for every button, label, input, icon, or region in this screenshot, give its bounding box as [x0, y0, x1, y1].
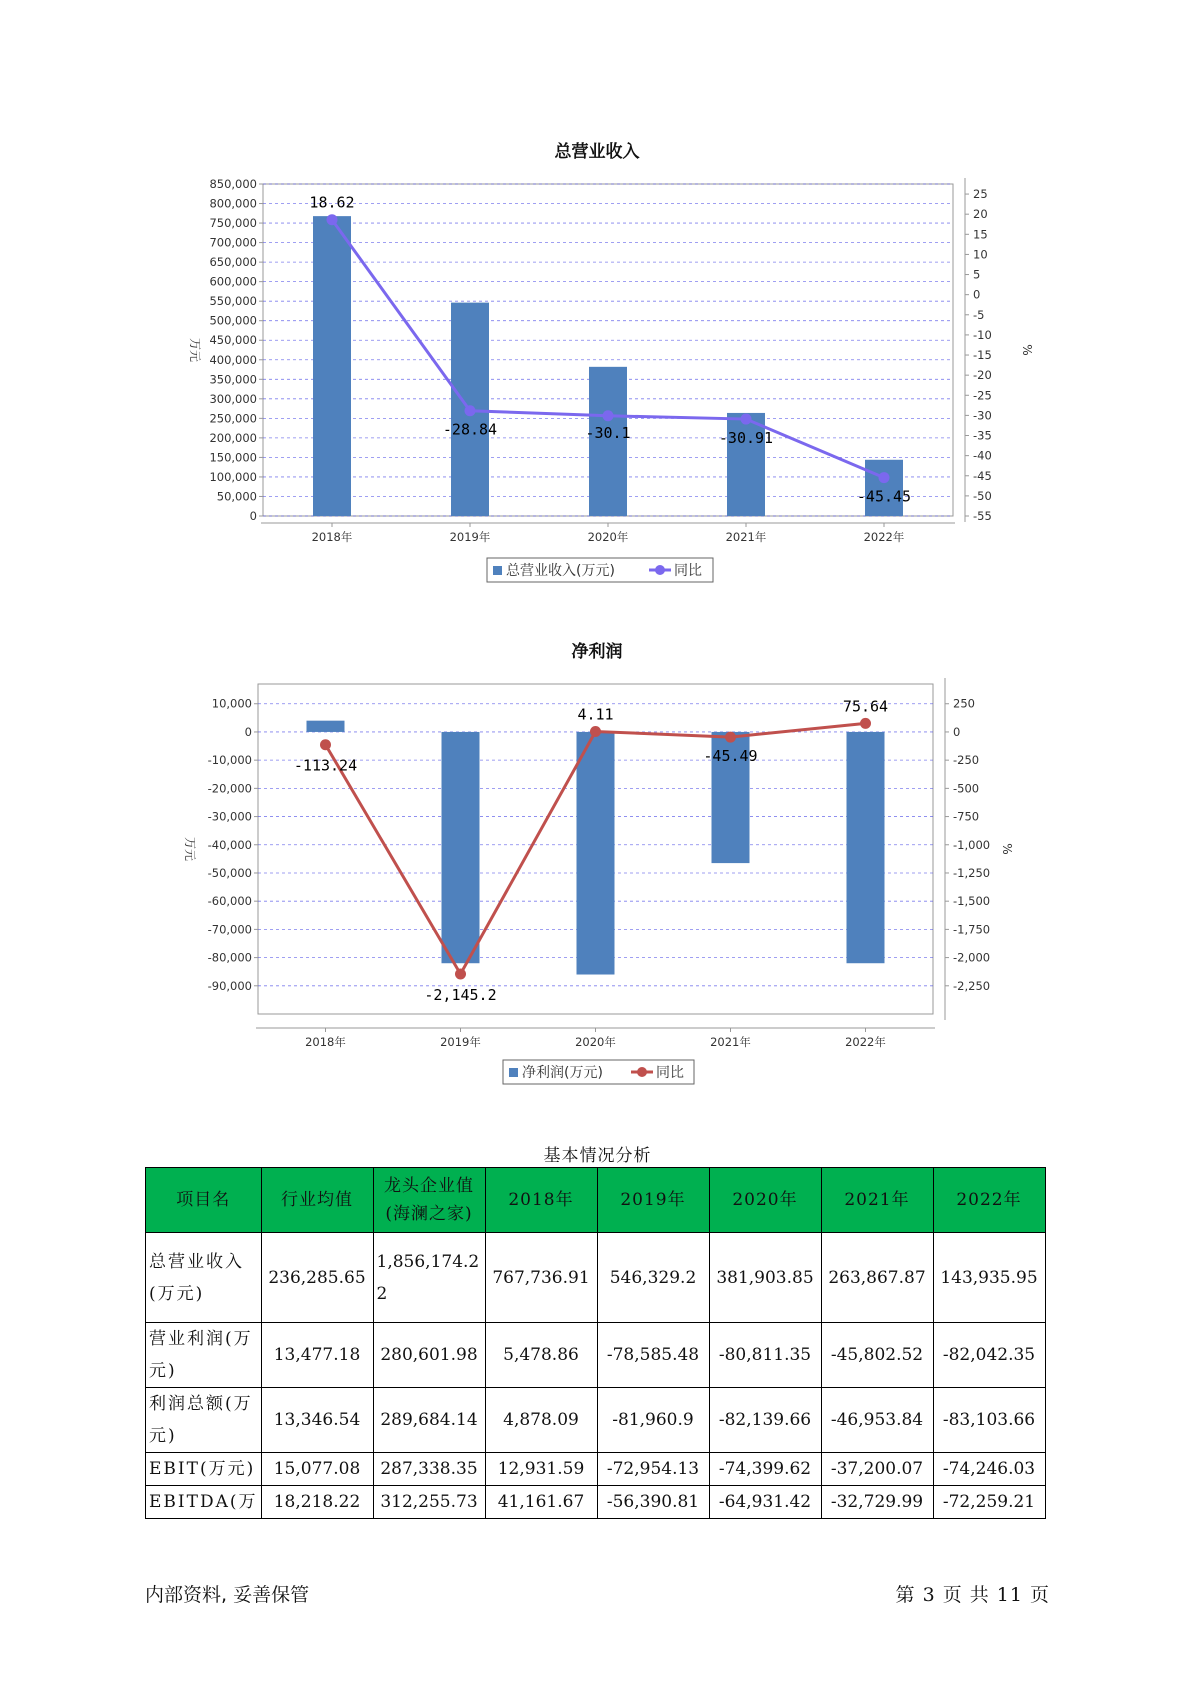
table-cell: -72,259.21	[933, 1486, 1045, 1519]
data-label: 75.64	[842, 697, 889, 716]
net-profit-chart-svg	[0, 630, 1191, 1090]
table-row	[146, 1388, 1046, 1453]
table-cell: 289,684.14	[373, 1388, 485, 1453]
table-header-cell: 2021年	[821, 1168, 933, 1233]
right-tick-label: 20	[973, 207, 988, 222]
left-tick-label: 650,000	[209, 255, 257, 270]
table-cell: -80,811.35	[709, 1323, 821, 1388]
right-tick-label: -20	[973, 368, 992, 383]
right-tick-label: 5	[973, 267, 981, 282]
left-tick-label: 350,000	[209, 372, 257, 387]
left-tick-label: -60,000	[207, 894, 252, 909]
right-tick-label: -500	[953, 781, 980, 796]
left-tick-label: 550,000	[209, 294, 257, 309]
right-axis-label: %	[1020, 344, 1034, 356]
legend-line-marker	[655, 565, 665, 575]
left-tick-label: 0	[249, 509, 257, 523]
legend	[487, 558, 713, 582]
data-label: -113.24	[293, 756, 358, 775]
bar	[577, 732, 615, 975]
x-tick-label: 2021年	[710, 1035, 751, 1049]
left-tick-label: 750,000	[209, 216, 257, 231]
right-tick-label: -1,250	[953, 865, 991, 880]
left-tick-label: 300,000	[209, 391, 257, 406]
left-tick-label: -40,000	[207, 837, 252, 852]
bar	[847, 732, 885, 963]
right-tick-label: 0	[953, 724, 961, 739]
yoy-point	[860, 718, 871, 729]
right-tick-label: 0	[973, 287, 981, 302]
yoy-point	[327, 214, 338, 225]
left-tick-label: 10,000	[211, 696, 252, 711]
left-tick-label: -10,000	[207, 753, 252, 768]
yoy-point	[603, 410, 614, 421]
left-tick-label: -90,000	[207, 978, 252, 993]
table-cell: 15,077.08	[261, 1453, 373, 1486]
chart-title: 总营业收入	[554, 142, 640, 162]
yoy-point	[725, 732, 736, 743]
left-tick-label: 500,000	[209, 313, 257, 328]
left-tick-label: 800,000	[209, 196, 257, 211]
table-header-cell: 2019年	[597, 1168, 709, 1233]
table-cell: -82,042.35	[933, 1323, 1045, 1388]
table-header-cell: 2018年	[485, 1168, 597, 1233]
x-tick-label: 2018年	[305, 1035, 346, 1049]
left-tick-label: -80,000	[207, 950, 252, 965]
x-tick-label: 2019年	[449, 530, 491, 544]
left-tick-label: -20,000	[207, 781, 252, 796]
x-tick-label: 2020年	[587, 530, 629, 544]
left-axis-label: 万元	[188, 337, 202, 363]
table-cell: 41,161.67	[485, 1486, 597, 1519]
table-cell: -74,399.62	[709, 1453, 821, 1486]
table-cell: -45,802.52	[821, 1323, 933, 1388]
table-cell: -78,585.48	[597, 1323, 709, 1388]
right-tick-label: -45	[973, 468, 992, 483]
x-tick-label: 2022年	[845, 1035, 886, 1049]
legend-bar-swatch	[493, 566, 502, 575]
left-axis-label: 万元	[183, 836, 197, 862]
revenue-chart-svg	[0, 130, 1191, 600]
yoy-point	[465, 405, 476, 416]
table-header-cell: 行业均值	[261, 1168, 373, 1233]
table-cell: 312,255.73	[373, 1486, 485, 1519]
legend-line-label: 同比	[674, 563, 702, 579]
table-cell: 18,218.22	[261, 1486, 373, 1519]
table-header-cell: 2020年	[709, 1168, 821, 1233]
yoy-point	[590, 726, 601, 737]
legend-bar-label: 总营业收入(万元)	[506, 563, 615, 579]
table-row-header: 营业利润(万元)	[146, 1323, 262, 1388]
table-cell: 236,285.65	[261, 1233, 373, 1323]
bar	[307, 721, 345, 732]
data-label: -45.45	[856, 487, 912, 506]
left-tick-label: 0	[244, 724, 252, 739]
legend-bar-label: 净利润(万元)	[522, 1065, 603, 1081]
right-tick-label: -40	[973, 448, 992, 463]
right-tick-label: -2,000	[953, 950, 991, 965]
table-row	[146, 1323, 1046, 1388]
bar	[442, 732, 480, 963]
table-cell: 381,903.85	[709, 1233, 821, 1323]
x-tick-label: 2022年	[863, 530, 905, 544]
table-cell: 13,477.18	[261, 1323, 373, 1388]
right-tick-label: 250	[953, 696, 975, 711]
table-cell: -64,931.42	[709, 1486, 821, 1519]
table-cell: -81,960.9	[597, 1388, 709, 1453]
yoy-point	[879, 472, 890, 483]
table-cell: -83,103.66	[933, 1388, 1045, 1453]
table-row-header: EBITDA(万	[146, 1486, 262, 1519]
table-cell: -32,729.99	[821, 1486, 933, 1519]
footer-confidential: 内部资料, 妥善保管	[145, 1584, 310, 1606]
revenue-chart	[0, 130, 1191, 600]
left-tick-label: -50,000	[207, 865, 252, 880]
left-tick-label: -30,000	[207, 809, 252, 824]
table-cell: -46,953.84	[821, 1388, 933, 1453]
left-tick-label: 150,000	[209, 450, 257, 465]
bar	[313, 216, 351, 516]
right-tick-label: -50	[973, 488, 992, 503]
right-tick-label: 25	[973, 187, 988, 202]
x-tick-label: 2019年	[440, 1035, 481, 1049]
table-cell: 767,736.91	[485, 1233, 597, 1323]
right-axis-label: %	[1000, 843, 1014, 855]
table-row	[146, 1453, 1046, 1486]
footer-page-number: 第 3 页 共 11 页	[895, 1584, 1050, 1606]
table-cell: 12,931.59	[485, 1453, 597, 1486]
table-header-cell: 龙头企业值(海澜之家)	[373, 1168, 485, 1233]
yoy-point	[455, 968, 466, 979]
table-cell: 287,338.35	[373, 1453, 485, 1486]
yoy-point	[741, 414, 752, 425]
data-label: 4.11	[577, 705, 614, 724]
legend-line-label: 同比	[656, 1065, 684, 1081]
left-tick-label: 450,000	[209, 333, 257, 348]
table-row-header: 总营业收入(万元)	[146, 1233, 262, 1323]
left-tick-label: 200,000	[209, 430, 257, 445]
right-tick-label: -250	[953, 753, 980, 768]
table-cell: 280,601.98	[373, 1323, 485, 1388]
right-tick-label: -55	[973, 509, 992, 523]
table-header-cell: 2022年	[933, 1168, 1045, 1233]
data-label: -30.1	[585, 423, 631, 442]
right-tick-label: 15	[973, 227, 988, 242]
table-row	[146, 1233, 1046, 1323]
left-tick-label: 250,000	[209, 411, 257, 426]
right-tick-label: -2,250	[953, 978, 991, 993]
table-cell: -82,139.66	[709, 1388, 821, 1453]
table-cell: -37,200.07	[821, 1453, 933, 1486]
table-cell: 143,935.95	[933, 1233, 1045, 1323]
table-cell: 4,878.09	[485, 1388, 597, 1453]
yoy-point	[320, 739, 331, 750]
right-tick-label: -1,500	[953, 894, 991, 909]
right-tick-label: -750	[953, 809, 980, 824]
right-tick-label: -25	[973, 388, 992, 403]
left-tick-label: 700,000	[209, 235, 257, 250]
table-cell: 13,346.54	[261, 1388, 373, 1453]
x-tick-label: 2018年	[311, 530, 353, 544]
data-label: -30.91	[718, 429, 774, 448]
table-cell: 1,856,174.22	[373, 1233, 485, 1323]
legend-line-marker	[637, 1067, 647, 1077]
legend	[503, 1060, 694, 1084]
right-tick-label: -10	[973, 327, 992, 342]
data-label: -28.84	[442, 420, 498, 439]
left-tick-label: 100,000	[209, 469, 257, 484]
left-tick-label: 50,000	[216, 489, 257, 504]
table-row	[146, 1486, 1046, 1519]
table-header-row	[146, 1168, 1046, 1233]
table-cell: -74,246.03	[933, 1453, 1045, 1486]
left-tick-label: 600,000	[209, 274, 257, 289]
right-tick-label: -5	[973, 307, 985, 322]
right-tick-label: 10	[973, 247, 988, 262]
table-cell: 546,329.2	[597, 1233, 709, 1323]
right-tick-label: -35	[973, 428, 992, 443]
analysis-table	[145, 1167, 1046, 1519]
data-label: -45.49	[703, 747, 758, 766]
right-tick-label: -1,750	[953, 922, 991, 937]
right-tick-label: -30	[973, 408, 992, 423]
legend-bar-swatch	[509, 1068, 518, 1077]
left-tick-label: -70,000	[207, 922, 252, 937]
chart-title: 净利润	[571, 642, 623, 662]
table-header-cell: 项目名	[146, 1168, 262, 1233]
x-tick-label: 2020年	[575, 1035, 616, 1049]
table-row-header: 利润总额(万元)	[146, 1388, 262, 1453]
table-cell: 5,478.86	[485, 1323, 597, 1388]
net-profit-chart	[0, 630, 1191, 1090]
data-label: -2,145.2	[424, 985, 497, 1004]
x-tick-label: 2021年	[725, 530, 767, 544]
table-cell: 263,867.87	[821, 1233, 933, 1323]
left-tick-label: 400,000	[209, 352, 257, 367]
table-caption: 基本情况分析	[543, 1146, 652, 1166]
table-cell: -56,390.81	[597, 1486, 709, 1519]
data-label: 18.62	[309, 193, 355, 212]
table-cell: -72,954.13	[597, 1453, 709, 1486]
left-tick-label: 850,000	[209, 177, 257, 191]
table-row-header: EBIT(万元)	[146, 1453, 262, 1486]
right-tick-label: -1,000	[953, 837, 991, 852]
right-tick-label: -15	[973, 348, 992, 363]
